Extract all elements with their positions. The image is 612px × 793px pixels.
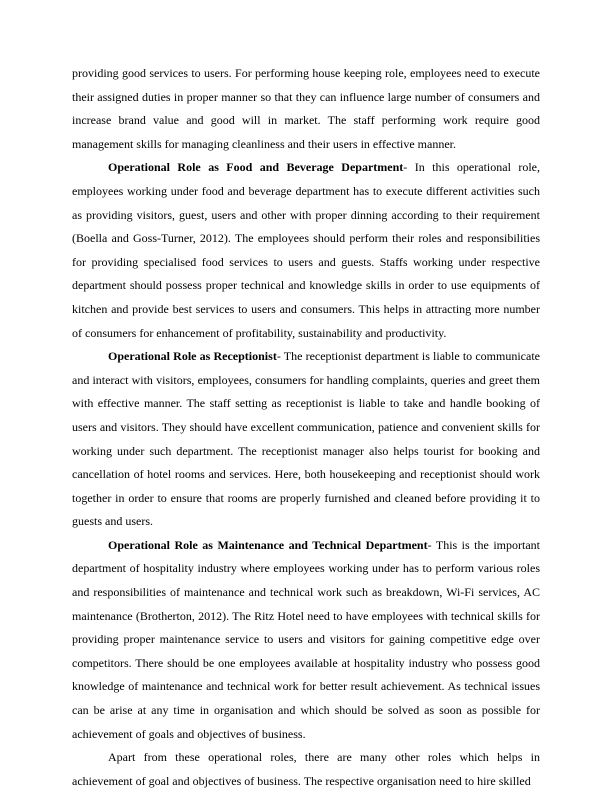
paragraph-heading: Operational Role as Food and Beverage Department	[108, 160, 404, 175]
paragraph-text: - In this operational role, employees working under food and beverage department has to execute different activities such as providing visitors, guest, users and other with proper dinning according to their requirement (Boella and Goss-Turner, 2012). The employees should perform their roles and responsibilities for providing specialised food services to users and guests. Staffs working under respective department should possess proper technical and knowledge skills in order to use equipments of kitchen and provide best services to users and consumers. This helps in attracting more number of consumers for enhancement of profitability, sustainability and productivity.	[72, 160, 541, 340]
document-page	[72, 62, 540, 793]
paragraph-text: providing good services to users. For performing house keeping role, employees need to execute their assigned duties in proper manner so that they can influence large number of consumers and increase brand value and good will in market. The staff performing work require good management skills for managing cleanliness and their users in effective manner.	[72, 66, 540, 151]
paragraph-housekeeping-continued	[72, 62, 540, 156]
paragraph-receptionist	[72, 345, 540, 534]
paragraph-text: Apart from these operational roles, there are many other roles which helps in achievement of goal and objectives of business. The respective organisation need to hire skilled	[72, 750, 540, 788]
paragraph-text: - This is the important department of hospitality industry where employees working under has to perform various roles and responsibilities of maintenance and technical work such as breakdown, Wi-Fi services, AC maintenance (Brotherton, 2012). The Ritz Hotel need to have employees with technical skills for providing proper maintenance service to users and visitors for gaining competitive edge over competitors. There should be one employees available at hospitality industry who possess good knowledge of maintenance and technical work for better result achievement. As technical issues can be arise at any time in organisation and which should be solved as soon as possible for achievement of goals and objectives of business.	[72, 537, 540, 741]
paragraph-text: - The receptionist department is liable to communicate and interact with visitors, employees, consumers for handling complaints, queries and greet them with effective manner. The staff setting as receptionist is liable to take and handle booking of users and visitors. They should have excellent communication, patience and convenient skills for working under such department. The receptionist manager also helps tourist for booking and cancellation of hotel rooms and services. Here, both housekeeping and receptionist should work together in order to ensure that rooms are properly furnished and cleaned before providing it to guests and users.	[72, 349, 540, 529]
paragraph-heading: Operational Role as Receptionist	[108, 349, 277, 364]
paragraph-maintenance-technical	[72, 534, 540, 746]
paragraph-heading: Operational Role as Maintenance and Technical Department	[108, 537, 428, 552]
paragraph-food-and-beverage	[72, 156, 540, 345]
paragraph-other-roles	[72, 746, 540, 793]
